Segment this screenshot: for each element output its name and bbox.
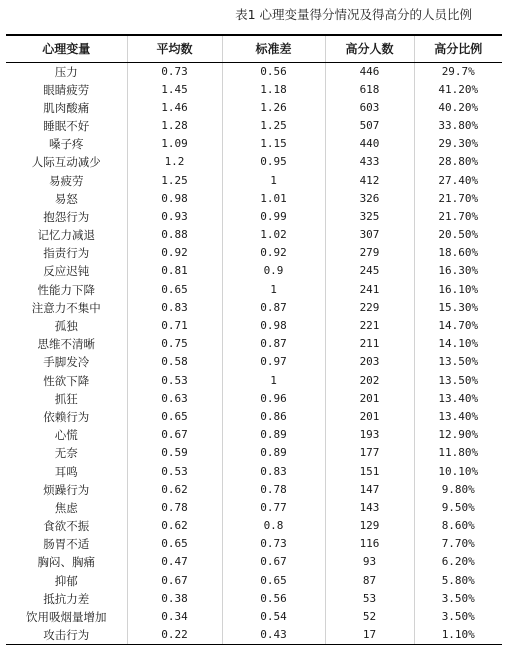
cell-variable: 指责行为	[43, 246, 90, 261]
cell-variable: 易疲劳	[49, 173, 84, 188]
cell-high-score-ratio: 3.50%	[414, 608, 502, 626]
cell-variable: 心慌	[54, 428, 78, 443]
cell-mean: 0.98	[127, 190, 222, 208]
cell-mean: 0.58	[127, 353, 222, 371]
cell-variable: 焦虑	[54, 500, 78, 515]
cell-variable: 胸闷、胸痛	[37, 555, 95, 570]
cell-variable: 压力	[54, 64, 78, 79]
table-row	[6, 590, 502, 608]
cell-mean: 1.2	[127, 153, 222, 171]
cell-variable: 性能力下降	[37, 282, 95, 297]
cell-variable: 人际互动减少	[31, 155, 101, 170]
cell-mean: 1.45	[127, 81, 222, 99]
header-high-score-ratio: 高分比例	[414, 35, 502, 62]
cell-variable: 睡眠不好	[43, 118, 90, 133]
cell-high-score-ratio: 33.80%	[414, 117, 502, 135]
table-row	[6, 444, 502, 462]
cell-variable: 思维不清晰	[37, 337, 95, 352]
cell-std-dev: 1.25	[222, 117, 325, 135]
cell-std-dev: 0.95	[222, 153, 325, 171]
cell-high-score-ratio: 14.70%	[414, 317, 502, 335]
cell-std-dev: 0.77	[222, 499, 325, 517]
table-row	[6, 281, 502, 299]
psych-variables-table	[6, 34, 502, 645]
cell-high-score-count: 201	[325, 390, 414, 408]
cell-high-score-ratio: 21.70%	[414, 208, 502, 226]
cell-high-score-ratio: 29.30%	[414, 135, 502, 153]
cell-std-dev: 1.18	[222, 81, 325, 99]
table-row	[6, 608, 502, 626]
cell-mean: 0.34	[127, 608, 222, 626]
cell-high-score-count: 147	[325, 481, 414, 499]
cell-variable: 无奈	[54, 446, 78, 461]
cell-variable: 抑郁	[54, 573, 78, 588]
table-row	[6, 535, 502, 553]
cell-mean: 0.83	[127, 299, 222, 317]
cell-mean: 0.62	[127, 481, 222, 499]
cell-mean: 0.53	[127, 462, 222, 480]
cell-high-score-count: 307	[325, 226, 414, 244]
table-row	[6, 553, 502, 571]
cell-mean: 0.73	[127, 62, 222, 81]
cell-high-score-ratio: 27.40%	[414, 171, 502, 189]
cell-variable: 食欲不振	[43, 519, 90, 534]
cell-high-score-count: 326	[325, 190, 414, 208]
cell-std-dev: 0.87	[222, 335, 325, 353]
cell-high-score-ratio: 16.10%	[414, 281, 502, 299]
table-row	[6, 62, 502, 81]
cell-mean: 1.25	[127, 171, 222, 189]
cell-mean: 0.65	[127, 281, 222, 299]
cell-high-score-count: 201	[325, 408, 414, 426]
cell-mean: 0.88	[127, 226, 222, 244]
cell-std-dev: 1.01	[222, 190, 325, 208]
cell-mean: 1.09	[127, 135, 222, 153]
cell-high-score-count: 177	[325, 444, 414, 462]
cell-std-dev: 0.67	[222, 553, 325, 571]
cell-std-dev: 0.98	[222, 317, 325, 335]
table-row	[6, 372, 502, 390]
cell-high-score-count: 440	[325, 135, 414, 153]
cell-high-score-count: 93	[325, 553, 414, 571]
cell-mean: 0.65	[127, 535, 222, 553]
cell-variable: 嗓子疼	[49, 137, 84, 152]
cell-high-score-ratio: 11.80%	[414, 444, 502, 462]
cell-high-score-ratio: 6.20%	[414, 553, 502, 571]
cell-mean: 0.38	[127, 590, 222, 608]
cell-high-score-ratio: 9.80%	[414, 481, 502, 499]
cell-variable: 抱怨行为	[43, 209, 90, 224]
table-row	[6, 317, 502, 335]
table-row	[6, 390, 502, 408]
cell-high-score-count: 433	[325, 153, 414, 171]
cell-variable: 易怒	[54, 191, 78, 206]
cell-high-score-count: 143	[325, 499, 414, 517]
cell-high-score-count: 245	[325, 262, 414, 280]
table-row	[6, 117, 502, 135]
cell-std-dev: 1.26	[222, 99, 325, 117]
cell-high-score-count: 325	[325, 208, 414, 226]
cell-std-dev: 1	[222, 281, 325, 299]
cell-std-dev: 0.92	[222, 244, 325, 262]
table-row	[6, 572, 502, 590]
cell-std-dev: 0.43	[222, 626, 325, 645]
cell-high-score-ratio: 7.70%	[414, 535, 502, 553]
cell-variable: 肌肉酸痛	[43, 100, 90, 115]
cell-mean: 0.93	[127, 208, 222, 226]
table-row	[6, 481, 502, 499]
cell-mean: 0.22	[127, 626, 222, 645]
cell-std-dev: 0.97	[222, 353, 325, 371]
table-row	[6, 426, 502, 444]
cell-std-dev: 0.96	[222, 390, 325, 408]
cell-variable: 抵抗力差	[43, 591, 90, 606]
cell-high-score-ratio: 18.60%	[414, 244, 502, 262]
cell-std-dev: 0.73	[222, 535, 325, 553]
table-row	[6, 517, 502, 535]
cell-high-score-count: 279	[325, 244, 414, 262]
cell-high-score-count: 52	[325, 608, 414, 626]
cell-high-score-ratio: 5.80%	[414, 572, 502, 590]
cell-high-score-ratio: 29.7%	[414, 62, 502, 81]
cell-mean: 0.53	[127, 372, 222, 390]
table-row	[6, 408, 502, 426]
cell-variable: 饮用吸烟量增加	[26, 610, 107, 625]
cell-high-score-ratio: 21.70%	[414, 190, 502, 208]
table-row	[6, 244, 502, 262]
cell-variable: 肠胃不适	[43, 537, 90, 552]
cell-mean: 0.81	[127, 262, 222, 280]
cell-std-dev: 0.54	[222, 608, 325, 626]
table-row	[6, 462, 502, 480]
table-row	[6, 353, 502, 371]
cell-variable: 抓狂	[54, 391, 78, 406]
cell-std-dev: 0.56	[222, 62, 325, 81]
cell-high-score-count: 193	[325, 426, 414, 444]
cell-high-score-count: 618	[325, 81, 414, 99]
cell-variable: 注意力不集中	[31, 300, 101, 315]
table-caption: 表1 心理变量得分情况及得高分的人员比例	[235, 7, 472, 22]
cell-std-dev: 0.89	[222, 426, 325, 444]
table-row	[6, 99, 502, 117]
cell-mean: 0.63	[127, 390, 222, 408]
cell-mean: 0.75	[127, 335, 222, 353]
header-variable: 心理变量	[6, 35, 127, 62]
cell-high-score-ratio: 1.10%	[414, 626, 502, 645]
cell-high-score-count: 129	[325, 517, 414, 535]
cell-variable: 耳鸣	[54, 464, 78, 479]
table-row	[6, 171, 502, 189]
table-row	[6, 81, 502, 99]
cell-mean: 0.59	[127, 444, 222, 462]
cell-high-score-ratio: 40.20%	[414, 99, 502, 117]
header-std-dev: 标准差	[222, 35, 325, 62]
table-row	[6, 190, 502, 208]
cell-std-dev: 1	[222, 372, 325, 390]
cell-mean: 0.71	[127, 317, 222, 335]
cell-high-score-ratio: 3.50%	[414, 590, 502, 608]
cell-variable: 手脚发冷	[43, 355, 90, 370]
header-mean: 平均数	[127, 35, 222, 62]
cell-high-score-ratio: 13.40%	[414, 390, 502, 408]
cell-mean: 1.28	[127, 117, 222, 135]
cell-high-score-ratio: 10.10%	[414, 462, 502, 480]
cell-std-dev: 1	[222, 171, 325, 189]
cell-std-dev: 0.87	[222, 299, 325, 317]
cell-variable: 眼睛疲劳	[43, 82, 90, 97]
cell-high-score-ratio: 13.50%	[414, 372, 502, 390]
cell-high-score-ratio: 13.50%	[414, 353, 502, 371]
cell-high-score-ratio: 28.80%	[414, 153, 502, 171]
cell-std-dev: 0.56	[222, 590, 325, 608]
table-row	[6, 262, 502, 280]
cell-mean: 0.47	[127, 553, 222, 571]
cell-mean: 0.65	[127, 408, 222, 426]
cell-high-score-count: 17	[325, 626, 414, 645]
table-row	[6, 135, 502, 153]
cell-variable: 攻击行为	[6, 626, 127, 645]
header-high-score-count: 高分人数	[325, 35, 414, 62]
table-row	[6, 153, 502, 171]
cell-mean: 1.46	[127, 99, 222, 117]
table-row	[6, 299, 502, 317]
cell-mean: 0.67	[127, 426, 222, 444]
cell-variable: 反应迟钝	[43, 264, 90, 279]
cell-high-score-ratio: 15.30%	[414, 299, 502, 317]
cell-std-dev: 0.78	[222, 481, 325, 499]
cell-std-dev: 1.15	[222, 135, 325, 153]
cell-high-score-ratio: 13.40%	[414, 408, 502, 426]
cell-mean: 0.92	[127, 244, 222, 262]
cell-std-dev: 0.89	[222, 444, 325, 462]
cell-high-score-count: 151	[325, 462, 414, 480]
cell-high-score-count: 446	[325, 62, 414, 81]
cell-std-dev: 0.8	[222, 517, 325, 535]
cell-high-score-ratio: 8.60%	[414, 517, 502, 535]
table-row	[6, 226, 502, 244]
cell-variable: 性欲下降	[43, 373, 90, 388]
table-body	[6, 62, 502, 645]
table-row	[6, 499, 502, 517]
cell-high-score-count: 221	[325, 317, 414, 335]
cell-high-score-count: 53	[325, 590, 414, 608]
cell-variable: 依赖行为	[43, 409, 90, 424]
cell-variable: 孤独	[54, 319, 78, 334]
cell-std-dev: 1.02	[222, 226, 325, 244]
cell-mean: 0.78	[127, 499, 222, 517]
cell-high-score-ratio: 20.50%	[414, 226, 502, 244]
cell-high-score-count: 241	[325, 281, 414, 299]
cell-high-score-ratio: 9.50%	[414, 499, 502, 517]
cell-high-score-count: 507	[325, 117, 414, 135]
cell-high-score-ratio: 14.10%	[414, 335, 502, 353]
cell-high-score-count: 203	[325, 353, 414, 371]
cell-std-dev: 0.86	[222, 408, 325, 426]
cell-high-score-count: 412	[325, 171, 414, 189]
cell-std-dev: 0.9	[222, 262, 325, 280]
cell-high-score-count: 116	[325, 535, 414, 553]
cell-high-score-ratio: 41.20%	[414, 81, 502, 99]
cell-mean: 0.67	[127, 572, 222, 590]
cell-std-dev: 0.99	[222, 208, 325, 226]
cell-high-score-count: 202	[325, 372, 414, 390]
table-row	[6, 335, 502, 353]
cell-high-score-ratio: 12.90%	[414, 426, 502, 444]
cell-mean: 0.62	[127, 517, 222, 535]
table-row	[6, 208, 502, 226]
cell-high-score-count: 211	[325, 335, 414, 353]
cell-variable: 记忆力减退	[37, 228, 95, 243]
table-header-row	[6, 35, 502, 62]
cell-high-score-ratio: 16.30%	[414, 262, 502, 280]
cell-high-score-count: 87	[325, 572, 414, 590]
cell-high-score-count: 603	[325, 99, 414, 117]
cell-std-dev: 0.65	[222, 572, 325, 590]
cell-variable: 烦躁行为	[43, 482, 90, 497]
cell-high-score-count: 229	[325, 299, 414, 317]
cell-std-dev: 0.83	[222, 462, 325, 480]
table-row	[6, 626, 502, 645]
